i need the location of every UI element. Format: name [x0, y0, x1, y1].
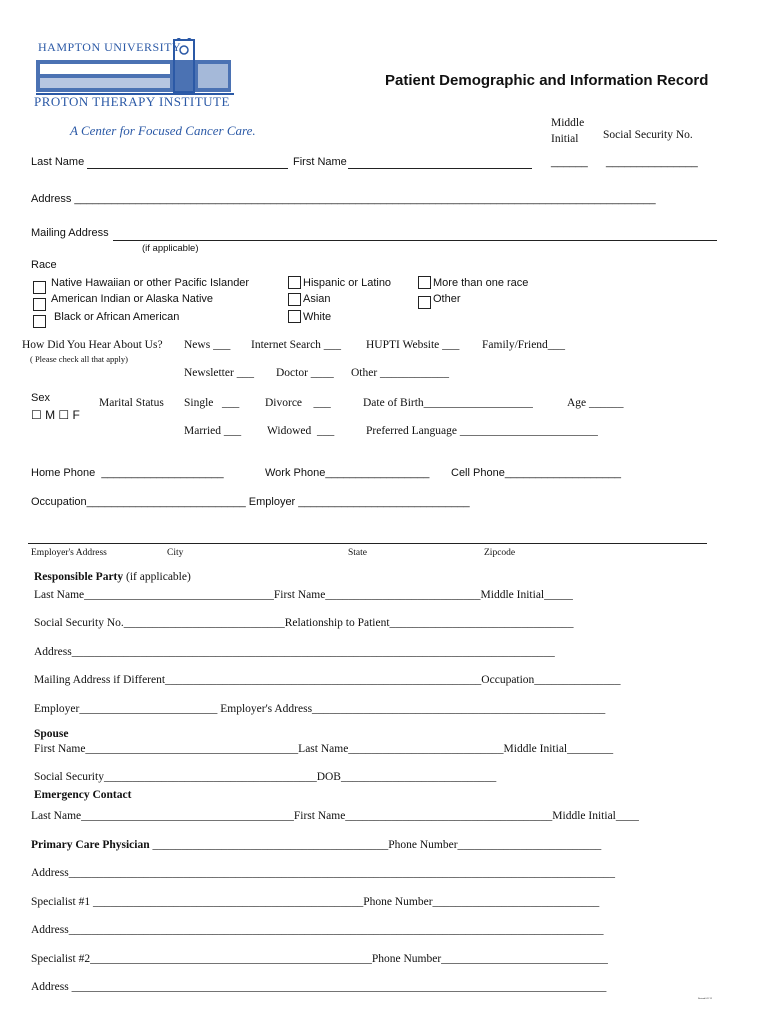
date-of-birth-field[interactable]: Date of Birth___________________ [363, 397, 533, 409]
initial-label: Initial [551, 133, 579, 145]
responsible-mailing-line[interactable]: Mailing Address if Different_______________________________________________________Occupation_______________ [34, 674, 621, 686]
employer-address-label: Employer's Address [31, 548, 107, 558]
race-option-label: More than one race [433, 277, 529, 289]
hear-option[interactable]: Doctor ____ [276, 367, 334, 379]
marital-single[interactable]: Single ___ [184, 397, 240, 409]
specialist1-address-line[interactable]: Address_____________________________________________________________________________________________ [31, 924, 604, 936]
hear-option[interactable]: Internet Search ___ [251, 339, 342, 351]
logo-institute-name: PROTON THERAPY INSTITUTE [34, 94, 230, 109]
specialist2-line[interactable]: Specialist #2_________________________________________________Phone Number_____________________________ [31, 953, 608, 965]
marital-widowed[interactable]: Widowed ___ [267, 425, 335, 437]
hear-option[interactable]: Other ____________ [351, 367, 450, 379]
last-name-label: Last Name [31, 156, 85, 168]
sex-label: Sex [31, 392, 50, 404]
marital-status-label: Marital Status [99, 397, 164, 409]
race-checkbox[interactable] [418, 276, 431, 289]
last-name-field[interactable] [87, 168, 288, 169]
age-field[interactable]: Age ______ [567, 397, 624, 409]
building-icon [34, 38, 239, 98]
responsible-party-title: Responsible Party [34, 571, 124, 583]
specialist2-address-line[interactable]: Address _____________________________________________________________________________________________ [31, 981, 607, 993]
hear-note: ( Please check all that apply) [30, 354, 128, 364]
mailing-address-label: Mailing Address [31, 227, 109, 239]
race-option-label: Black or African American [51, 311, 180, 323]
page-title: Patient Demographic and Information Record [385, 72, 709, 89]
pcp-address-line[interactable]: Address_______________________________________________________________________________________________ [31, 867, 615, 879]
race-checkbox[interactable] [288, 276, 301, 289]
hear-option[interactable]: News ___ [184, 339, 231, 351]
employer-zip-label: Zipcode [484, 548, 516, 558]
race-option-label: Asian [303, 293, 331, 305]
address-line[interactable]: Address _______________________________________________________________________________________________ [31, 193, 656, 205]
responsible-name-line[interactable]: Last Name_________________________________First Name___________________________Middle Initial_____ [34, 589, 573, 601]
mailing-address-note: (if applicable) [142, 243, 199, 254]
spouse-name-line[interactable]: First Name_____________________________________Last Name___________________________Middle Initial________ [34, 743, 614, 755]
race-option-label: Native Hawaiian or other Pacific Islander [51, 277, 250, 289]
middle-initial-field[interactable]: ______ [551, 156, 588, 168]
revised-date: Revised 6.27.12 [698, 998, 713, 1000]
employer-address-field[interactable] [28, 543, 707, 544]
race-option-label: American Indian or Alaska Native [51, 293, 214, 305]
race-option-label: White [303, 311, 332, 323]
hear-option[interactable]: Newsletter ___ [184, 367, 254, 379]
pcp-phone-field[interactable]: _________________________________________Phone Number_________________________ [149, 839, 602, 851]
emergency-heading: Emergency Contact [34, 789, 132, 801]
responsible-address-line[interactable]: Address____________________________________________________________________________________ [34, 646, 555, 658]
race-checkbox[interactable] [288, 310, 301, 323]
race-checkbox[interactable] [33, 315, 46, 328]
mailing-address-field[interactable] [113, 240, 717, 241]
race-checkbox[interactable] [33, 298, 46, 311]
responsible-party-heading [34, 571, 191, 583]
spouse-ssn-line[interactable]: Social Security_____________________________________DOB___________________________ [34, 771, 497, 783]
middle-label: Middle [551, 117, 585, 129]
race-checkbox[interactable] [418, 296, 431, 309]
race-label: Race [31, 259, 57, 271]
tagline: A Center for Focused Cancer Care. [70, 123, 256, 138]
cell-phone-field[interactable]: Cell Phone___________________ [451, 467, 622, 479]
responsible-party-note: (if applicable) [123, 571, 191, 583]
preferred-language-field[interactable]: Preferred Language ________________________ [366, 425, 598, 437]
responsible-employer-line[interactable]: Employer________________________ Employer's Address___________________________________________________ [34, 703, 606, 715]
race-option-label: Other [433, 293, 461, 305]
spouse-heading: Spouse [34, 728, 69, 740]
marital-divorce[interactable]: Divorce ___ [265, 397, 331, 409]
responsible-ssn-line[interactable]: Social Security No.____________________________Relationship to Patient________________________________ [34, 617, 574, 629]
sex-options[interactable]: ☐ M ☐ F [31, 408, 80, 422]
race-option-label: Hispanic or Latino [303, 277, 392, 289]
pcp-line[interactable] [31, 839, 601, 851]
home-phone-field[interactable]: Home Phone ____________________ [31, 467, 224, 479]
hear-label: How Did You Hear About Us? [22, 339, 163, 351]
marital-married[interactable]: Married ___ [184, 425, 242, 437]
employer-state-label: State [348, 548, 367, 558]
first-name-field[interactable] [348, 168, 532, 169]
specialist1-line[interactable]: Specialist #1 _______________________________________________Phone Number_____________________________ [31, 896, 600, 908]
employer-city-label: City [167, 548, 184, 558]
logo-university-name: HAMPTON UNIVERSITY [38, 40, 182, 54]
hear-option[interactable]: Family/Friend___ [482, 339, 566, 351]
ssn-label: Social Security No. [603, 129, 693, 141]
logo [34, 38, 244, 113]
work-phone-field[interactable]: Work Phone_________________ [265, 467, 430, 479]
first-name-label: First Name [293, 156, 347, 168]
race-checkbox[interactable] [288, 293, 301, 306]
race-checkbox[interactable] [33, 281, 46, 294]
emergency-name-line[interactable]: Last Name_____________________________________First Name____________________________________Middle Initial____ [31, 810, 639, 822]
hear-option[interactable]: HUPTI Website ___ [366, 339, 460, 351]
ssn-field[interactable]: _______________ [606, 156, 698, 168]
pcp-heading: Primary Care Physician [31, 839, 150, 851]
occupation-employer-line[interactable]: Occupation__________________________ Employer ____________________________ [31, 496, 470, 508]
